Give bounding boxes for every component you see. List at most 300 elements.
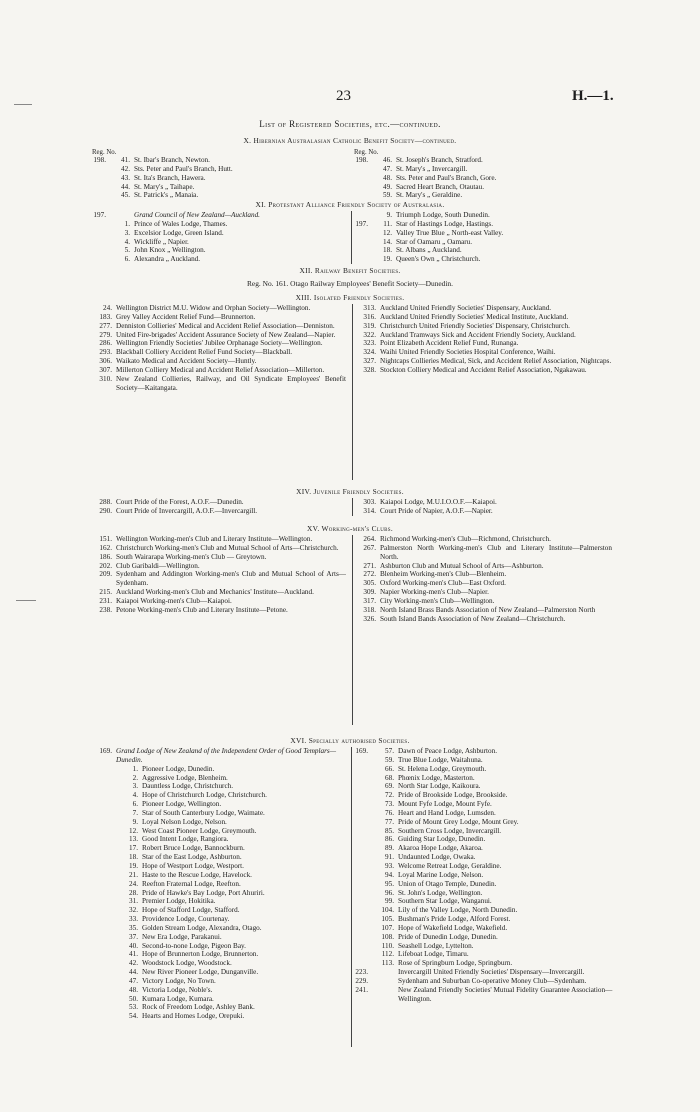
sub-number: 48. [129,985,138,994]
reg-number [352,950,372,959]
list-item [90,995,346,1004]
reg-number [352,959,372,968]
entry-text: South Island Bands Association of New Zealand—Christchurch. [380,614,566,623]
entry-text: Sydenham and Addington Working-men's Club and Mutual School of Arts—Sydenham. [116,570,346,588]
list-item [352,942,614,951]
sub-number: 41. [129,950,138,959]
sub-number: 35. [129,923,138,932]
list-item [354,304,612,313]
reg-number: 323. [363,339,376,348]
entry-text: Sts. Peter and Paul's Branch, Gore. [396,173,497,182]
list-item [90,165,340,174]
entry-text: Southern Star Lodge, Wanganui. [398,897,492,906]
entry-text: Prince of Wales Lodge, Thames. [134,219,228,228]
entry-text: Mount Fyfe Lodge, Mount Fyfe. [398,800,492,809]
list-item [90,191,340,200]
reg-number [352,889,372,898]
column-divider [352,535,353,725]
entry-text: St. Mary's „ Taihape. [134,182,195,191]
entry-text: St. Helena Lodge, Greymouth. [398,764,487,773]
entry-text: Star of South Canterbury Lodge, Waimate. [142,808,265,817]
entry-text: St. John's Lodge, Wellington. [398,888,483,897]
list-item [90,950,346,959]
sub-number: 47. [383,164,392,173]
list-item [90,959,346,968]
list-item [354,366,612,375]
entry-text: St. Joseph's Branch, Stratford. [396,156,483,164]
sub-number [372,977,398,986]
entry-text: United Fire-brigades' Accident Assurance Society of New Zealand—Napier. [116,330,336,339]
sub-number: 21. [129,870,138,879]
entry-text: Pride of Dunedin Lodge, Dunedin. [398,932,498,941]
reg-number: 186. [99,552,112,561]
entry-text: Petone Working-men's Club and Literary Institute—Petone. [116,605,288,614]
sub-number: 19. [383,255,392,264]
reg-number [352,933,372,942]
entry-text: South Wairarapa Working-men's Club — Greytown. [116,552,267,561]
sub-number: 95. [385,879,394,888]
reg-number [352,853,372,862]
entry-text: Aggressive Lodge, Blenheim. [142,773,228,782]
list-item [352,889,614,898]
sub-number: 40. [129,941,138,950]
sub-number: 105. [381,915,394,924]
list-item [90,535,346,544]
entry-text: Welcome Retreat Lodge, Geraldine. [398,861,502,870]
entry-text: Second-to-none Lodge, Pigeon Bay. [142,941,246,950]
entry-text: True Blue Lodge, Waitahuna. [398,755,483,764]
sub-number: 91. [385,853,394,862]
entry-text: Lifeboat Lodge, Timaru. [398,950,469,959]
list-item [90,809,346,818]
entry-text: Auckland Tramways Sick and Accident Friendly Society, Auckland. [380,330,576,339]
list-item [90,1012,346,1021]
list-item [90,915,346,924]
reg-number [90,183,110,192]
entry-text: North Star Lodge, Kaikoura. [398,782,481,791]
reg-number [352,246,372,255]
sub-number: 45. [121,191,130,200]
section-13-left [90,304,346,392]
entry-text: Christchurch Working-men's Club and Mutual School of Arts—Christchurch. [116,543,339,552]
reg-number: 209. [99,570,112,579]
list-item [352,800,614,809]
section-11-left [90,211,345,264]
entry-text: Ashburton Club and Mutual School of Arts—Ashburton. [380,561,544,570]
entry-text: Club Garibaldi—Wellington. [116,561,200,570]
entry-text: West Coast Pioneer Lodge, Greymouth. [142,826,257,835]
reg-number [352,915,372,924]
section-10-left [90,156,340,200]
list-item [354,544,612,562]
sub-number: 112. [381,950,394,959]
sub-number: 72. [385,791,394,800]
entry-text: Golden Stream Lodge, Alexandra, Otago. [142,923,262,932]
sub-number: 73. [385,800,394,809]
list-item [90,968,346,977]
list-item [352,246,622,255]
list-item [352,827,614,836]
column-divider [352,304,353,480]
sub-number: 93. [385,861,394,870]
sub-number: 53. [129,1003,138,1012]
entry-text: Wickliffe „ Napier. [134,237,189,246]
sub-number: 48. [383,173,392,182]
sub-number: 57. [385,747,394,755]
reg-number: 309. [363,588,376,597]
sub-number: 2. [132,773,138,782]
section-15-title: XV. Working-men's Clubs. [307,524,393,533]
list-item [352,229,622,238]
entry-text: Excelsior Lodge, Green Island. [134,228,224,237]
reg-number: 198. [355,156,368,164]
sub-number: 14. [383,237,392,246]
reg-number [352,862,372,871]
entry-text: Napier Working-men's Club—Napier. [380,588,489,597]
entry-text: Loyal Nelson Lodge, Nelson. [142,817,227,826]
section-15-left [90,535,346,615]
list-item [352,156,612,165]
list-item [90,897,346,906]
sub-number: 7. [132,808,138,817]
sub-number: 6. [132,800,138,809]
list-item [90,553,346,562]
list-item [90,562,346,571]
list-item [352,782,614,791]
list-item [90,183,340,192]
list-item [90,791,346,800]
sub-number: 42. [121,164,130,173]
reg-number [352,880,372,889]
sub-number: 6. [124,255,130,264]
entry-text: Point Elizabeth Accident Relief Fund, Runanga. [380,339,519,348]
entry-text: Wellington District M.U. Widow and Orphan Society—Wellington. [116,304,311,312]
list-item [352,897,614,906]
sub-number: 50. [129,994,138,1003]
entry-text: Undaunted Lodge, Owaka. [398,853,476,862]
reg-number [352,165,372,174]
list-item [352,933,614,942]
list-item [90,544,346,553]
entry-text: Hope of Brunnerton Lodge, Brunnerton. [142,950,259,959]
reg-number [352,835,372,844]
list-item [90,498,346,507]
document-reference: H.—1. [572,88,614,104]
section-16-right [352,747,614,1003]
sub-number: 66. [385,764,394,773]
list-item [352,774,614,783]
reg-number: 151. [99,535,112,543]
list-item [354,348,612,357]
sub-number: 32. [129,906,138,915]
sub-number [372,986,398,1004]
reg-number: 198. [93,156,106,164]
entry-text: St. Patrick's „ Manaia. [134,191,199,200]
entry-text: Grand Council of New Zealand—Auckland. [134,211,260,219]
sub-number: 94. [385,870,394,879]
section-12-title: XII. Railway Benefit Societies. [299,266,401,275]
list-item [352,809,614,818]
list-item [352,871,614,880]
sub-number: 18. [129,853,138,862]
list-item [352,211,622,220]
list-item [90,818,346,827]
list-item [90,304,346,313]
list-item [90,933,346,942]
sub-number: 68. [385,773,394,782]
entry-text: Providence Lodge, Courtenay. [142,915,230,924]
list-item [352,924,614,933]
list-item [90,375,346,393]
reg-number: 290. [99,506,112,515]
list-item [352,862,614,871]
reg-number [352,174,372,183]
sub-number: 59. [385,755,394,764]
section-13-right [354,304,612,375]
reg-number: 229. [355,976,368,985]
list-item [90,357,346,366]
list-item [90,348,346,357]
list-item [354,606,612,615]
entry-text: New Zealand Friendly Societies' Mutual Fidelity Guarantee Association—Wellington. [398,985,613,1003]
list-item [90,880,346,889]
entry-text: Richmond Working-men's Club—Richmond, Christchurch. [380,535,551,543]
entry-text: Waihi United Friendly Societies Hospital Conference, Waihi. [380,348,556,357]
entry-text: Union of Otago Temple, Dunedin. [398,879,497,888]
section-11-right [352,211,622,264]
sub-number: 18. [383,246,392,255]
entry-text: Kumara Lodge, Kumara. [142,994,214,1003]
reg-number [352,906,372,915]
sub-number: 11. [383,219,392,228]
list-item [354,570,612,579]
list-item [90,906,346,915]
sub-number: 3. [132,782,138,791]
reg-number: 328. [363,365,376,374]
entry-text: Dawn of Peace Lodge, Ashburton. [398,747,498,755]
entry-text: Court Pride of the Forest, A.O.F.—Dunedin. [116,498,244,506]
reg-number [352,238,372,247]
reg-number: 231. [99,596,112,605]
reg-number: 324. [363,348,376,357]
list-item [354,331,612,340]
entry-text: Star of the East Lodge, Ashburton. [142,853,242,862]
list-item [352,255,622,264]
sub-number: 96. [385,888,394,897]
list-item [90,942,346,951]
sub-number: 41. [121,156,130,164]
sub-number: 76. [385,808,394,817]
reg-number [90,174,110,183]
list-item [352,765,614,774]
section-11-title: XI. Protestant Alliance Friendly Society of Australasia. [255,200,445,209]
entry-text: Blenheim Working-men's Club—Blenheim. [380,570,507,579]
list-item [90,366,346,375]
list-item [90,977,346,986]
entry-text: New River Pioneer Lodge, Dunganville. [142,968,259,977]
list-item [90,156,340,165]
entry-text: Denniston Collieries' Medical and Accident Relief Association—Denniston. [116,321,335,330]
list-item [90,229,345,238]
page-number: 23 [336,88,351,104]
reg-number: 307. [99,365,112,374]
sub-number: 86. [385,835,394,844]
entry-text: St. Mary's „ Geraldine. [396,191,463,200]
entry-text: Hope of Wakefield Lodge, Wakefield. [398,923,508,932]
list-item [352,756,614,765]
margin-mark [14,104,32,105]
entry-text: Star of Oamaru „ Oamaru. [396,237,473,246]
list-item [90,862,346,871]
reg-number: 327. [363,357,376,366]
margin-mark [16,600,36,601]
reg-number [352,782,372,791]
sub-number: 49. [383,182,392,191]
list-item [90,570,346,588]
sub-number: 19. [129,861,138,870]
list-item [90,246,345,255]
list-item [90,986,346,995]
reg-number: 271. [363,561,376,570]
entry-text: Seashell Lodge, Lyttelton. [398,941,474,950]
list-item [354,615,612,624]
reg-no-label: Reg. No. [354,149,379,156]
list-item [90,211,345,220]
reg-number: 279. [99,330,112,339]
entry-text: St. Mary's „ Invercargill. [396,164,468,173]
sub-number: 113. [381,959,394,968]
sub-number: 44. [129,968,138,977]
entry-text: Pioneer Lodge, Dunedin. [142,764,215,773]
reg-number: 223. [355,968,368,977]
entry-text: Rock of Freedom Lodge, Ashley Bank. [142,1003,255,1012]
list-item [90,238,345,247]
reg-number: 202. [99,561,112,570]
sub-number: 24. [129,879,138,888]
list-item [352,950,614,959]
reg-number [90,255,110,264]
list-item [90,889,346,898]
reg-number: 24. [103,304,112,312]
entry-text: Auckland Working-men's Club and Mechanics' Institute—Auckland. [116,588,314,597]
reg-number: 286. [99,339,112,348]
sub-number: 5. [124,246,130,255]
entry-text: Kaiapoi Working-men's Club—Kaiapoi. [116,596,232,605]
entry-text: Court Pride of Napier, A.O.F.—Napier. [380,506,493,515]
entry-text: Palmerston North Working-men's Club and Literary Institute—Palmerston North. [380,543,612,561]
reg-number: 322. [363,330,376,339]
list-item [352,906,614,915]
reg-number [352,897,372,906]
sub-number: 107. [381,923,394,932]
sub-number: 110. [381,941,394,950]
list-item [352,915,614,924]
list-item [90,871,346,880]
list-item [90,844,346,853]
sub-number: 3. [124,228,130,237]
column-divider [352,498,353,516]
reg-number: 306. [99,357,112,366]
entry-text: Dauntless Lodge, Christchurch. [142,782,234,791]
list-item [352,183,612,192]
reg-number: 267. [363,543,376,552]
reg-number: 183. [99,312,112,321]
list-item [354,313,612,322]
section-14-left [90,498,346,516]
sub-number: 37. [129,932,138,941]
list-item [90,800,346,809]
entry-text: Grand Lodge of New Zealand of the Independent Order of Good Templars—Dunedin. [116,747,337,764]
entry-text: Christchurch United Friendly Societies' Dispensary, Christchurch. [380,321,570,330]
entry-text: Rose of Springburn Lodge, Springburn. [398,959,513,968]
reg-number [352,942,372,951]
entry-text: Southern Cross Lodge, Invercargill. [398,826,502,835]
list-item [90,174,340,183]
entry-text: Pride of Mount Grey Lodge, Mount Grey. [398,817,519,826]
list-item [352,968,614,977]
entry-text: Good Intent Lodge, Rangiora. [142,835,229,844]
entry-text: Grey Valley Accident Relief Fund—Brunnerton. [116,312,256,321]
entry-text: St. Albans „ Auckland. [396,246,462,255]
sub-number: 43. [121,173,130,182]
list-item [90,765,346,774]
list-item [352,986,614,1004]
entry-text: Wellington Working-men's Club and Literary Institute—Wellington. [116,535,313,543]
sub-number: 1. [124,219,130,228]
entry-text: Stockton Colliery Medical and Accident Relief Association, Ngakawau. [380,365,587,374]
entry-text: Guiding Star Lodge, Dunedin. [398,835,486,844]
reg-number: 318. [363,605,376,614]
reg-number: 293. [99,348,112,357]
reg-number: 303. [363,498,376,506]
list-item [352,191,612,200]
sub-number: 42. [129,959,138,968]
list-item [90,322,346,331]
reg-number: 316. [363,312,376,321]
sub-number: 59. [383,191,392,200]
sub-number: 77. [385,817,394,826]
list-item [352,880,614,889]
entry-text: Auckland United Friendly Societies' Medical Institute, Auckland. [380,312,569,321]
list-item [354,498,612,507]
list-item [90,255,345,264]
reg-number [352,229,372,238]
reg-number [352,791,372,800]
list-item [90,747,346,765]
entry-text: Hope of Christchurch Lodge, Christchurch. [142,791,267,800]
reg-number [352,800,372,809]
list-item [90,924,346,933]
list-item [352,844,614,853]
section-14-title: XIV. Juvenile Friendly Societies. [296,487,404,496]
entry-text: North Island Brass Bands Association of New Zealand—Palmerston North [380,605,596,614]
reg-number [352,924,372,933]
list-item [354,597,612,606]
section-10-right [352,156,612,200]
sub-number: 12. [129,826,138,835]
section-16-left [90,747,346,1021]
list-item [352,959,614,968]
reg-number: 197. [355,219,368,228]
entry-text: Millerton Colliery Medical and Accident Relief Association—Millerton. [116,365,325,374]
entry-text: Lily of the Valley Lodge, North Dunedin. [398,906,518,915]
sub-number: 85. [385,826,394,835]
list-item [354,322,612,331]
entry-text: Akaroa Hope Lodge, Akaroa. [398,844,483,853]
entry-text: Heart and Hand Lodge, Lumsden. [398,808,496,817]
reg-number: 264. [363,535,376,543]
entry-text: Valley True Blue „ North-east Valley. [396,228,504,237]
